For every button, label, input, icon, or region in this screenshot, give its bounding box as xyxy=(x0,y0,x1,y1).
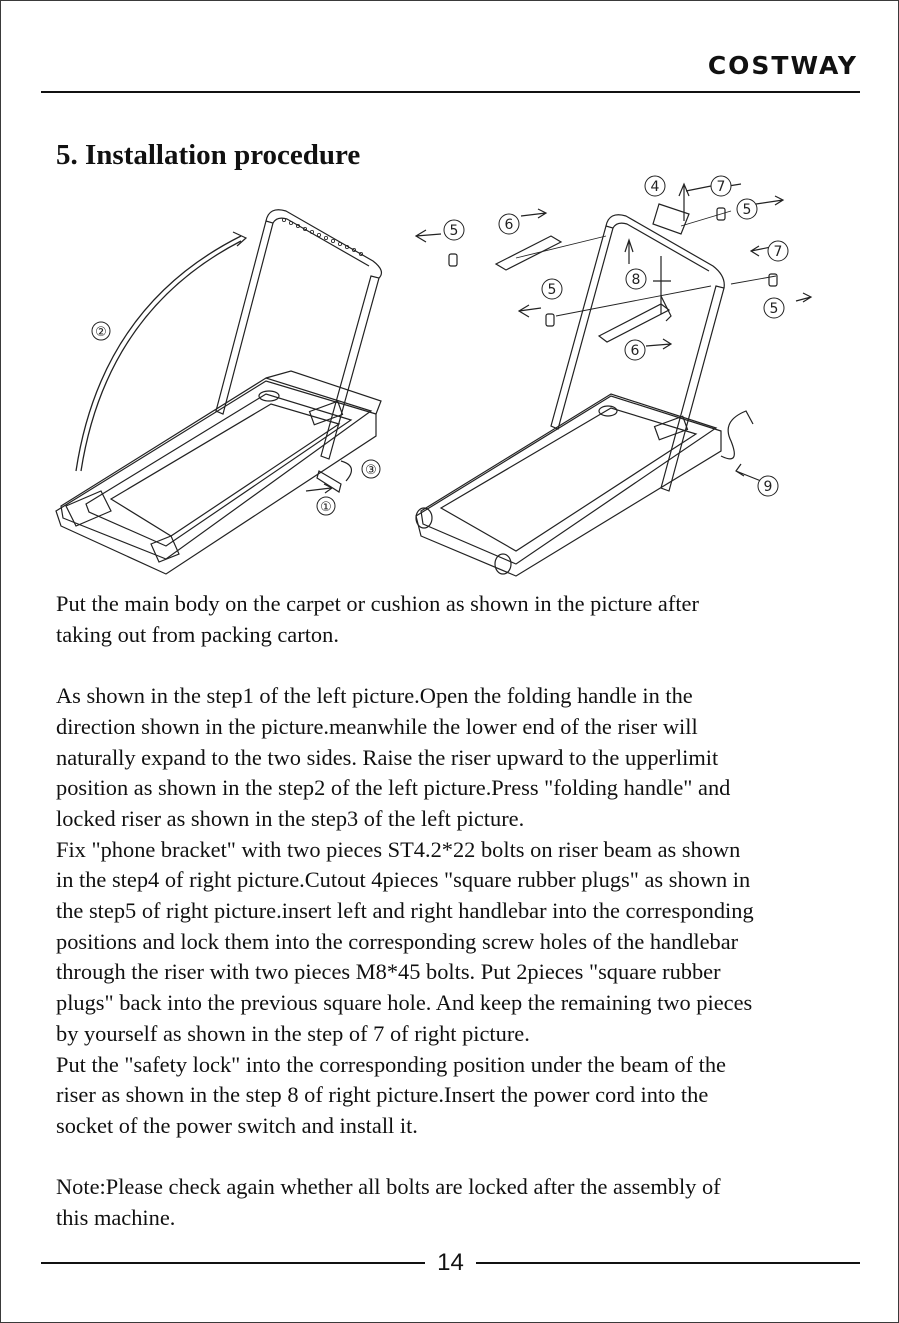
header-divider xyxy=(41,91,860,93)
callout-6-bottom: 6 xyxy=(630,343,640,359)
instructions-text xyxy=(56,589,856,1234)
callout-5-right: 5 xyxy=(769,301,779,317)
footer-divider-right xyxy=(476,1262,860,1264)
paragraph-steps: As shown in the step1 of the left picture.Open the folding handle in the direction shown in the picture.meanwhile the lower end of the riser will naturally expand to the two sides. Raise the riser upward to the upperlimit position as shown in the step2 of the left picture.Press "folding handle" and locked riser as shown in the step3 of the left picture. Fix "phone bracket" with two pieces ST4.2*22 bolts on riser beam as shown in the step4 of right picture.Cutout 4pieces "square rubber plugs" as shown in the step5 of right picture.insert left and right handlebar into the corresponding positions and lock them into the corresponding screw holes of the handlebar through the riser with two pieces M8*45 bolts. Put 2pieces "square rubber plugs" back into the previous square hole. And keep the remaining two pieces by yourself as shown in the step of 7 of right picture. Put the "safety lock" into the corresponding position under the beam of the riser as shown in the step 8 of right picture.Insert the power cord into the socket of the power switch and install it. xyxy=(56,683,754,1138)
callout-7-right: 7 xyxy=(773,244,783,260)
callout-5-middle: 5 xyxy=(547,282,557,298)
callout-step-2: ② xyxy=(95,325,107,340)
page-number: 14 xyxy=(437,1249,464,1276)
section-title: 5. Installation procedure xyxy=(56,139,361,171)
callout-step-3: ③ xyxy=(365,463,377,478)
callout-5-top: 5 xyxy=(742,202,752,218)
installation-illustration xyxy=(41,166,861,586)
callout-9: 9 xyxy=(763,479,773,495)
callout-step-1: ① xyxy=(320,500,332,515)
callout-8: 8 xyxy=(631,272,641,288)
callout-7-top: 7 xyxy=(716,179,726,195)
paragraph-intro: Put the main body on the carpet or cushion as shown in the picture after taking out from packing carton. xyxy=(56,591,699,647)
right-treadmill-drawing xyxy=(416,183,811,576)
left-treadmill-drawing xyxy=(56,210,381,574)
brand-logo: COSTWAY xyxy=(707,51,858,80)
callout-6-top: 6 xyxy=(504,217,514,233)
callout-4: 4 xyxy=(650,179,660,195)
callout-5-left: 5 xyxy=(449,223,459,239)
footer-divider-left xyxy=(41,1262,425,1264)
paragraph-note: Note:Please check again whether all bolts are locked after the assembly of this machine. xyxy=(56,1174,721,1231)
left-callouts xyxy=(92,322,380,515)
